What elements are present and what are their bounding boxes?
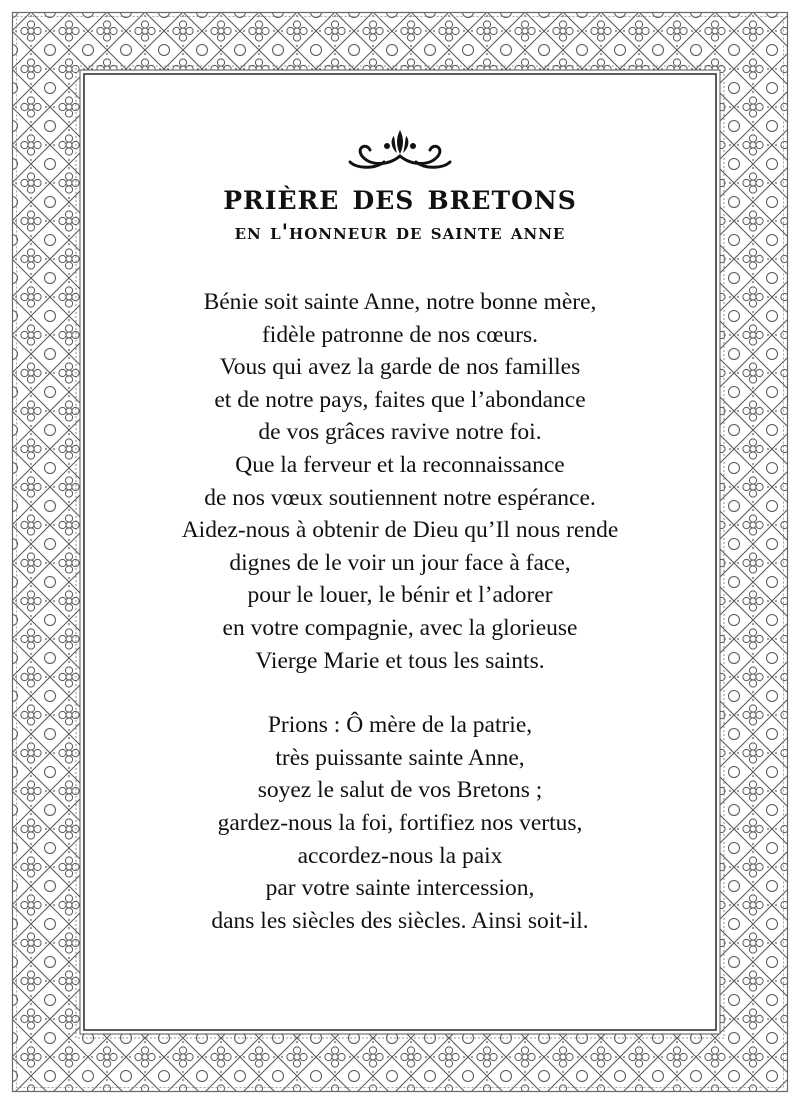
prayer-line: fidèle patronne de nos cœurs.	[261, 321, 539, 348]
prayer-line: Vous qui avez la garde de nos familles	[219, 354, 581, 381]
prayer-line: soyez le salut de vos Bretons ;	[257, 777, 543, 804]
prayer-line: Aidez-nous à obtenir de Dieu qu’Il nous rende	[181, 517, 619, 544]
prayer-line: dans les siècles des siècles. Ainsi soit-il.	[211, 907, 589, 934]
prayer-line: de nos vœux soutiennent notre espérance.	[204, 484, 596, 511]
prayer-line: et de notre pays, faites que l’abondance	[214, 386, 586, 413]
prayer-line: Bénie soit sainte Anne, notre bonne mère,	[203, 289, 597, 315]
prayer-line: Prions : Ô mère de la patrie,	[267, 712, 533, 739]
prayer-stanza-1	[88, 286, 712, 677]
prayer-line: par votre sainte intercession,	[265, 875, 535, 902]
prayer-stanza-2	[88, 709, 712, 937]
prayer-line: Vierge Marie et tous les saints.	[255, 647, 545, 674]
prayer-line: très puissante sainte Anne,	[275, 744, 525, 771]
prayer-line: gardez-nous la foi, fortifiez nos vertus,	[217, 809, 583, 836]
prayer-subtitle: en l'honneur de sainte anne	[234, 219, 566, 244]
prayer-text-panel	[88, 78, 712, 1026]
prayer-line: Que la ferveur et la reconnaissance	[235, 451, 565, 478]
prayer-line: de vos grâces ravive notre foi.	[258, 419, 542, 446]
prayer-line: dignes de le voir un jour face à face,	[229, 549, 571, 576]
prayer-title: prière des bretons	[223, 177, 577, 218]
flourish-ornament-icon	[344, 126, 456, 172]
prayer-line: accordez-nous la paix	[297, 842, 503, 869]
prayer-line: en votre compagnie, avec la glorieuse	[222, 614, 578, 641]
prayer-line: pour le louer, le bénir et l’adorer	[247, 582, 553, 609]
